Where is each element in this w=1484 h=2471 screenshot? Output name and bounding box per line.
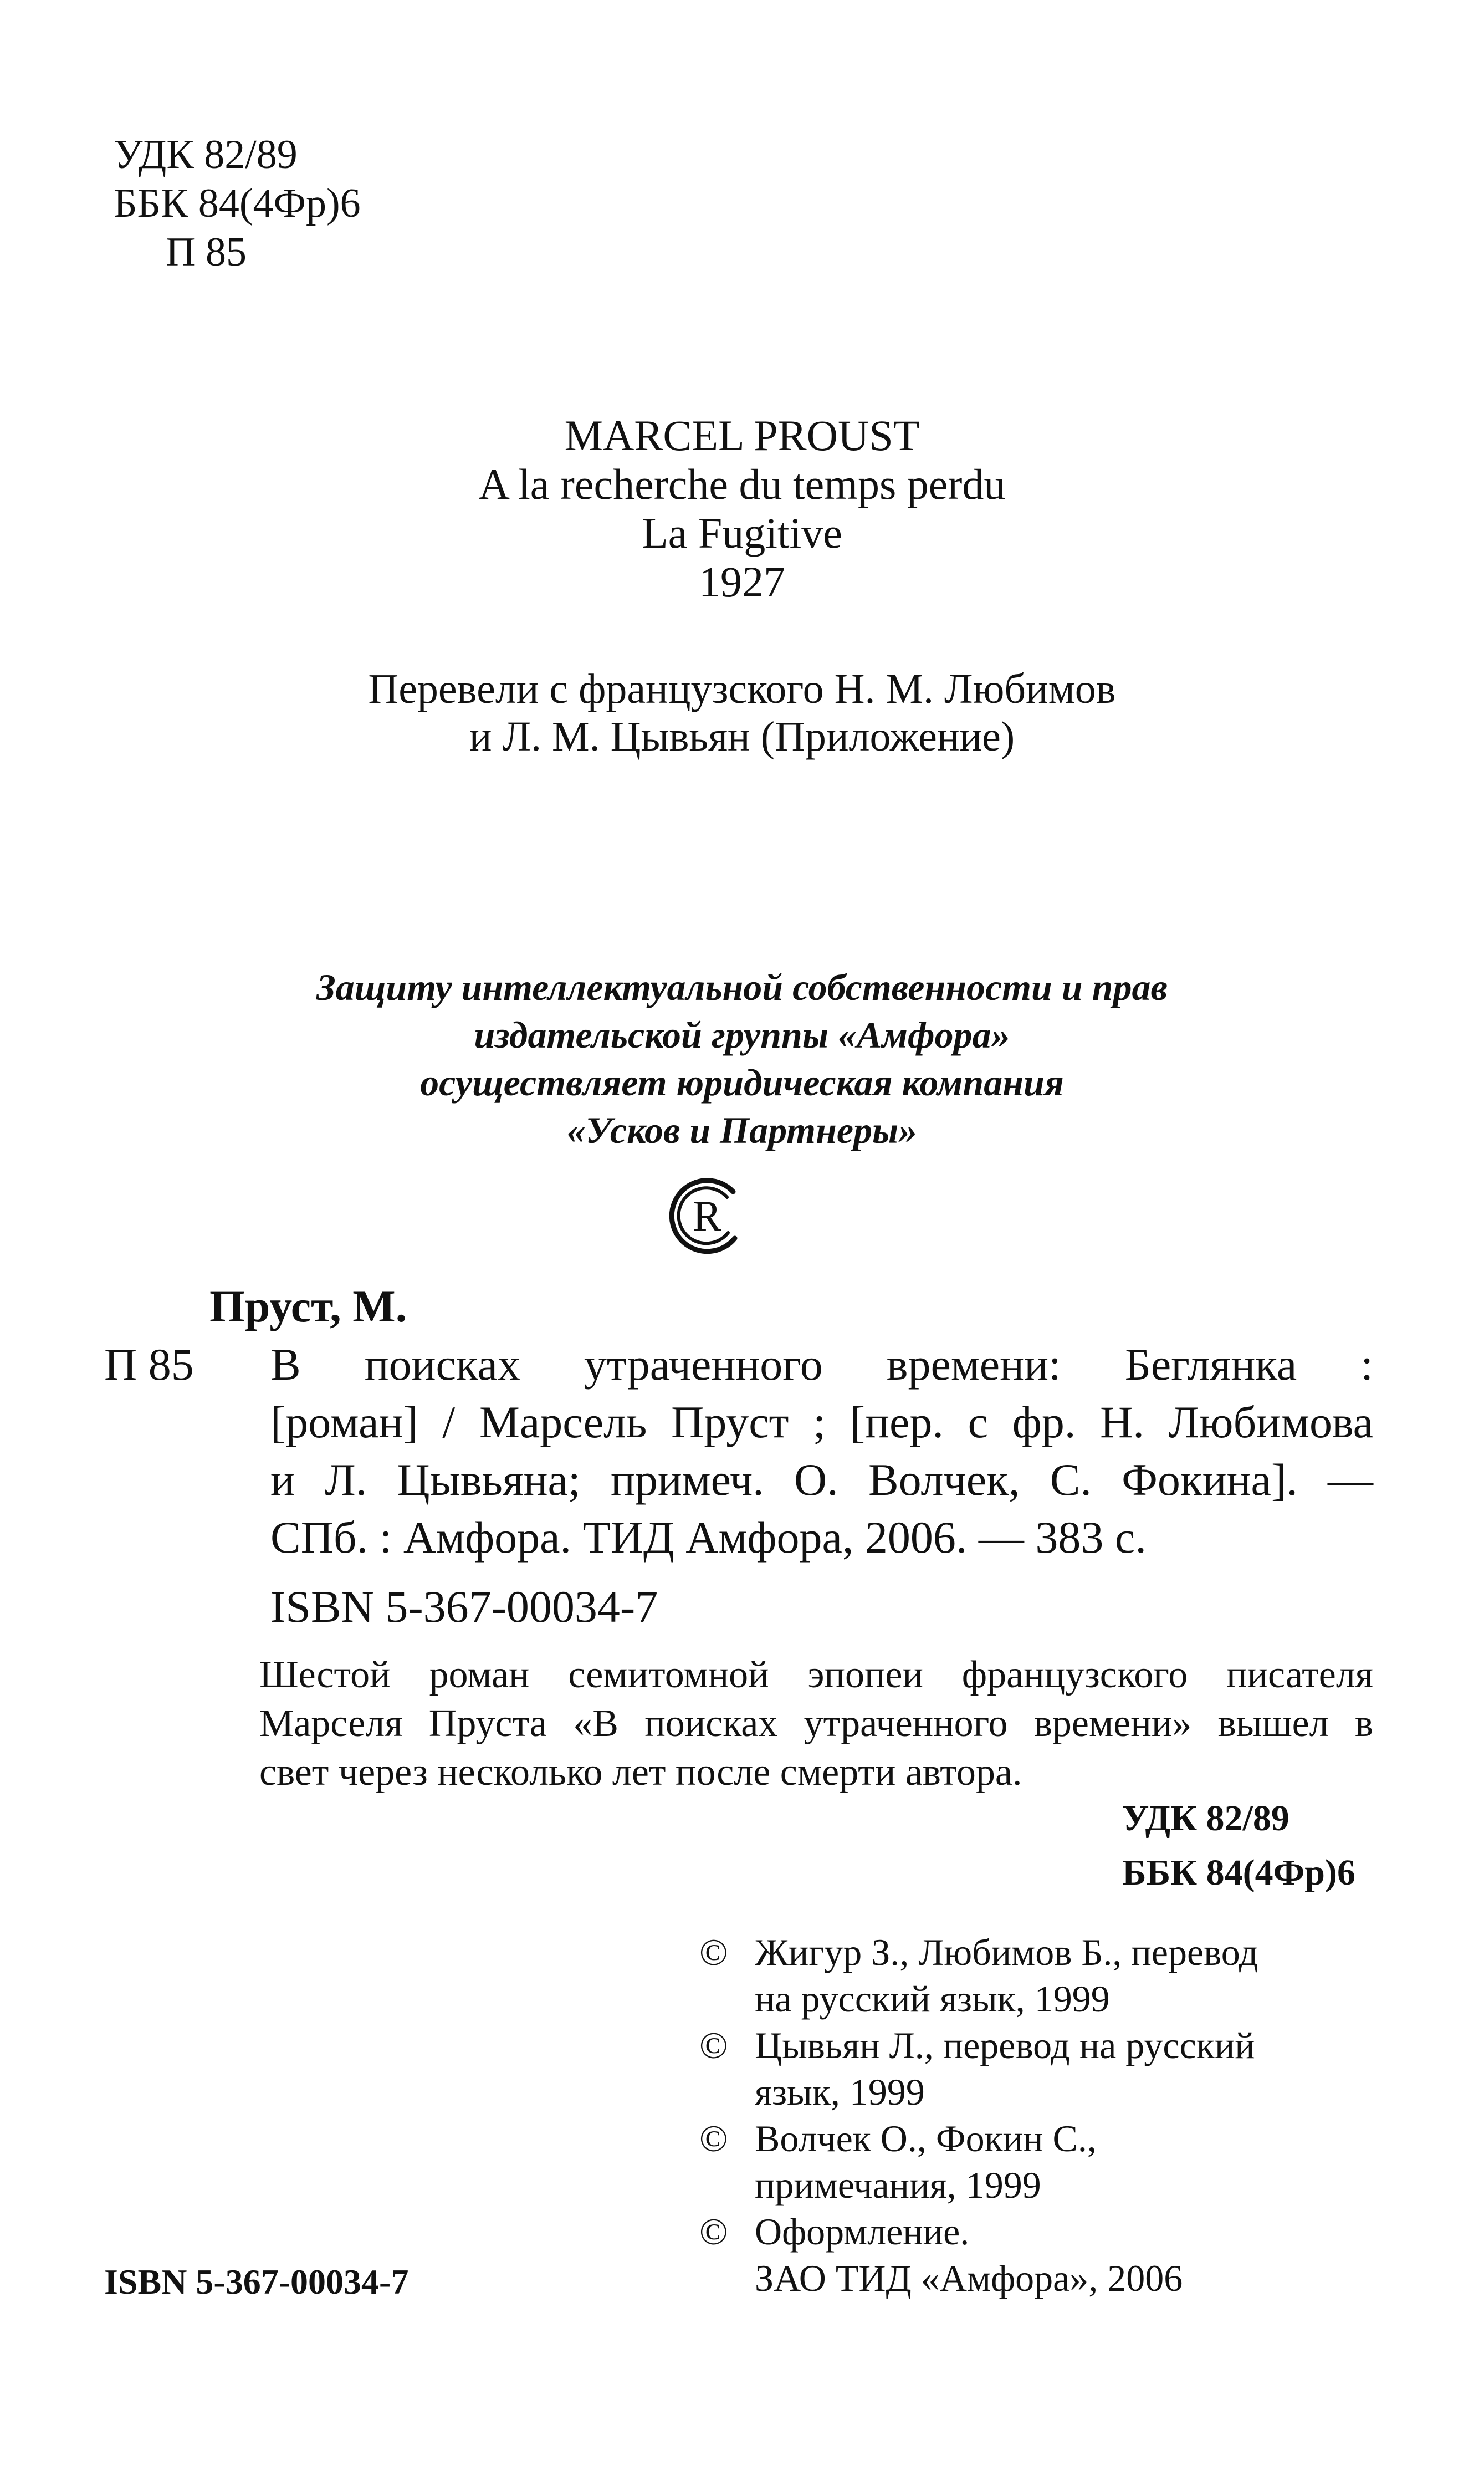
rights-line-3: осуществляет юридическая компания <box>420 1061 1064 1104</box>
copyright-line: Жигур З., Любимов Б., перевод <box>755 1931 1258 1973</box>
catalog-classification <box>1122 1791 1355 1900</box>
copyright-entry <box>699 2022 1258 2115</box>
isbn-bottom: ISBN 5-367-00034-7 <box>104 2262 409 2301</box>
translation-line-2: и Л. М. Цывьян (Приложение) <box>469 713 1015 760</box>
rights-line-1: Защиту интеллектуальной собственности и прав <box>316 966 1168 1008</box>
copyright-entry <box>699 1929 1258 2022</box>
copyright-symbol-icon: © <box>699 1931 728 1973</box>
annotation <box>259 1651 1373 1797</box>
catalog-bbk: ББК 84(4Фр)6 <box>1122 1852 1355 1893</box>
classification-top <box>114 130 361 277</box>
copyright-entry <box>699 2208 1258 2301</box>
original-cycle: A la recherche du temps perdu <box>478 460 1006 508</box>
translation-line-1: Перевели с французского Н. М. Любимов <box>368 666 1116 712</box>
annotation-line: Марселя Пруста «В поисках утраченного времени» вышел в <box>259 1702 1373 1745</box>
copyright-symbol-icon: © <box>699 2117 728 2159</box>
udk-code: УДК 82/89 <box>114 132 298 177</box>
copyright-symbol-icon: © <box>699 2024 728 2066</box>
copyright-entry <box>699 2115 1258 2208</box>
copyright-list <box>699 1929 1258 2301</box>
original-year: 1927 <box>699 558 785 606</box>
original-author: MARCEL PROUST <box>564 411 920 460</box>
annotation-line: свет через несколько лет после смерти автора. <box>259 1751 1022 1794</box>
bbk-code: ББК 84(4Фр)6 <box>114 181 361 226</box>
rights-line-2: издательской группы «Амфора» <box>474 1014 1010 1056</box>
annotation-line: Шестой роман семитомной эпопеи французского писателя <box>259 1653 1373 1696</box>
rights-line-4: «Усков и Партнеры» <box>566 1109 918 1151</box>
author-mark: П 85 <box>166 229 247 275</box>
copyright-line: язык, 1999 <box>755 2071 925 2113</box>
biblio-line: и Л. Цывьяна; примеч. О. Волчек, С. Фокина]. — <box>270 1454 1373 1505</box>
catalog-author-heading: Пруст, М. <box>209 1281 407 1331</box>
catalog-isbn: ISBN 5-367-00034-7 <box>270 1581 658 1632</box>
rights-notice <box>0 963 1484 1154</box>
copyright-line: ЗАО ТИД «Амфора», 2006 <box>755 2257 1183 2299</box>
copyright-line: Волчек О., Фокин С., <box>755 2117 1097 2159</box>
copyright-line: Оформление. <box>755 2210 970 2253</box>
translation-note <box>0 665 1484 760</box>
copyright-line: примечания, 1999 <box>755 2164 1041 2206</box>
original-title: La Fugitive <box>642 509 842 557</box>
biblio-line: [роман] / Марсель Пруст ; [пер. с фр. Н. Любимова <box>270 1397 1373 1447</box>
copyright-r-mark-icon <box>658 1168 753 1263</box>
copyright-line: на русский язык, 1999 <box>755 1978 1110 2020</box>
copyright-line: Цывьян Л., перевод на русский <box>755 2024 1255 2066</box>
original-edition <box>0 411 1484 606</box>
catalog-index: П 85 <box>104 1339 194 1390</box>
biblio-line: В поисках утраченного времени: Беглянка : <box>270 1339 1373 1390</box>
bibliographic-description <box>270 1336 1373 1566</box>
catalog-udk: УДК 82/89 <box>1122 1798 1289 1839</box>
biblio-line: СПб. : Амфора. ТИД Амфора, 2006. — 383 с. <box>270 1512 1147 1563</box>
copyright-symbol-icon: © <box>699 2210 728 2253</box>
copyright-mark-letter: R <box>692 1192 722 1240</box>
